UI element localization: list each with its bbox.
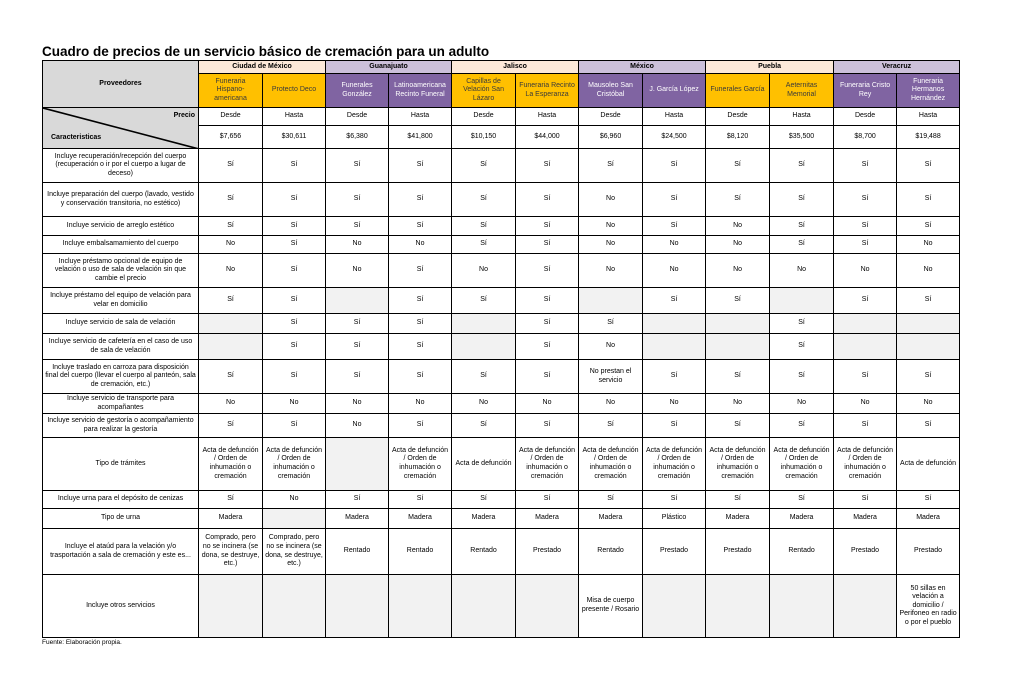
table-cell: Sí (452, 183, 516, 217)
table-cell: Sí (516, 414, 579, 438)
table-cell: Madera (834, 509, 897, 529)
row-label: Incluye servicio de sala de velación (43, 314, 199, 334)
table-cell: Sí (770, 334, 834, 360)
table-cell: Sí (452, 288, 516, 314)
state-header: Veracruz (834, 61, 960, 74)
table-row (43, 529, 960, 575)
table-cell: Sí (516, 149, 579, 183)
table-cell: Sí (897, 491, 960, 509)
row-label: Incluye otros servicios (43, 575, 199, 638)
table-cell: Sí (770, 183, 834, 217)
price-value: $30,611 (263, 126, 326, 149)
table-cell: Sí (770, 414, 834, 438)
price-range-label: Hasta (263, 108, 326, 126)
price-range-label: Hasta (389, 108, 452, 126)
table-cell: Sí (263, 236, 326, 254)
table-cell: Misa de cuerpo presente / Rosario (579, 575, 643, 638)
table-cell: Sí (516, 491, 579, 509)
table-cell: Acta de defunción / Orden de inhumación o cremación (389, 438, 452, 491)
table-cell: Sí (770, 360, 834, 394)
table-cell: Sí (897, 288, 960, 314)
table-row (43, 236, 960, 254)
table-cell: No (326, 394, 389, 414)
price-range-label: Hasta (643, 108, 706, 126)
table-cell: Sí (897, 414, 960, 438)
table-cell: Acta de defunción / Orden de inhumación o cremación (579, 438, 643, 491)
row-label: Incluye servicio de arreglo estético (43, 217, 199, 236)
row-label: Incluye préstamo opcional de equipo de velación o uso de sala de velación sin que cambie el precio (43, 254, 199, 288)
table-cell: No (770, 254, 834, 288)
table-cell: Sí (389, 149, 452, 183)
empty-cell (516, 575, 579, 638)
table-cell: No (579, 236, 643, 254)
empty-cell (770, 575, 834, 638)
table-cell: Madera (706, 509, 770, 529)
table-cell: Rentado (770, 529, 834, 575)
table-cell: Sí (897, 149, 960, 183)
table-cell: Sí (452, 414, 516, 438)
price-range-label: Hasta (516, 108, 579, 126)
provider-name: Funeraria Recinto La Esperanza (516, 74, 579, 108)
table-cell: Acta de defunción (897, 438, 960, 491)
row-label: Incluye servicio de transporte para acompañantes (43, 394, 199, 414)
table-cell: Sí (452, 491, 516, 509)
table-cell: Sí (579, 491, 643, 509)
state-header: México (579, 61, 706, 74)
row-label: Incluye embalsamamiento del cuerpo (43, 236, 199, 254)
table-cell: Sí (834, 288, 897, 314)
table-cell: Madera (579, 509, 643, 529)
state-header: Guanajuato (326, 61, 452, 74)
diagonal-header-cell (43, 108, 199, 149)
table-cell: No (897, 254, 960, 288)
table-cell: No (199, 394, 263, 414)
table-cell: Sí (516, 183, 579, 217)
row-label: Incluye servicio de gestoría o acompañamiento para realizar la gestoría (43, 414, 199, 438)
provider-name: Mausoleo San Cristóbal (579, 74, 643, 108)
table-cell: No (452, 394, 516, 414)
table-cell: Sí (770, 149, 834, 183)
table-cell: Sí (706, 149, 770, 183)
table-cell: Rentado (326, 529, 389, 575)
price-range-label: Hasta (770, 108, 834, 126)
table-cell: Sí (706, 491, 770, 509)
table-cell: Sí (263, 217, 326, 236)
empty-cell (326, 288, 389, 314)
table-cell: Prestado (516, 529, 579, 575)
table-cell: Sí (834, 149, 897, 183)
state-header: Ciudad de México (199, 61, 326, 74)
price-range-label: Desde (579, 108, 643, 126)
table-row (43, 509, 960, 529)
table-cell: No (643, 236, 706, 254)
table-row (43, 183, 960, 217)
table-cell: Sí (199, 414, 263, 438)
table-cell: Sí (897, 217, 960, 236)
empty-cell (326, 575, 389, 638)
table-cell: No (516, 394, 579, 414)
row-label: Incluye servicio de cafetería en el caso de uso de sala de velación (43, 334, 199, 360)
table-row (43, 314, 960, 334)
table-cell: Acta de defunción / Orden de inhumación o cremación (516, 438, 579, 491)
table-cell: No (579, 254, 643, 288)
caracteristicas-label: Caracteristicas (51, 134, 102, 142)
row-label: Incluye el ataúd para la velación y/o trasportación a sala de cremación y este es... (43, 529, 199, 575)
precio-label: Precio (173, 112, 195, 119)
table-cell: Acta de defunción / Orden de inhumación o cremación (834, 438, 897, 491)
table-cell: No (579, 334, 643, 360)
table-cell: Sí (389, 491, 452, 509)
table-cell: Sí (897, 360, 960, 394)
table-row (43, 575, 960, 638)
row-label: Incluye urna para el depósito de cenizas (43, 491, 199, 509)
empty-cell (706, 314, 770, 334)
empty-cell (834, 334, 897, 360)
price-value: $19,488 (897, 126, 960, 149)
table-cell: No (326, 414, 389, 438)
table-cell: No (706, 254, 770, 288)
provider-name: Capillas de Velación San Lázaro (452, 74, 516, 108)
table-cell: Sí (834, 491, 897, 509)
empty-cell (643, 334, 706, 360)
table-cell: Sí (706, 414, 770, 438)
table-row (43, 491, 960, 509)
provider-name: Funeraria Cristo Rey (834, 74, 897, 108)
provider-name: Funeraria Hispano-americana (199, 74, 263, 108)
empty-cell (452, 334, 516, 360)
table-cell: Sí (643, 183, 706, 217)
table-cell: Sí (516, 236, 579, 254)
table-cell: Madera (326, 509, 389, 529)
table-cell: Sí (263, 360, 326, 394)
table-cell: Plástico (643, 509, 706, 529)
table-cell: No (579, 394, 643, 414)
table-cell: Sí (199, 491, 263, 509)
table-cell: Sí (389, 288, 452, 314)
table-cell: Sí (579, 314, 643, 334)
table-cell: Sí (326, 217, 389, 236)
table-cell: Sí (326, 334, 389, 360)
table-cell: No (770, 394, 834, 414)
price-value: $10,150 (452, 126, 516, 149)
empty-cell (199, 314, 263, 334)
price-value: $7,656 (199, 126, 263, 149)
empty-cell (643, 575, 706, 638)
empty-cell (263, 575, 326, 638)
table-row (43, 217, 960, 236)
price-value: $41,800 (389, 126, 452, 149)
table-cell: Sí (770, 236, 834, 254)
table-cell: Sí (897, 183, 960, 217)
table-cell: Sí (326, 183, 389, 217)
price-range-label: Desde (199, 108, 263, 126)
table-cell: Sí (326, 149, 389, 183)
price-value: $6,380 (326, 126, 389, 149)
table-cell: Sí (834, 414, 897, 438)
table-cell: Sí (516, 254, 579, 288)
table-cell: Sí (770, 314, 834, 334)
provider-name: Funeraria Hermanos Hernández (897, 74, 960, 108)
table-cell: Sí (389, 414, 452, 438)
table-cell: No (897, 394, 960, 414)
provider-name: Protecto Deco (263, 74, 326, 108)
price-value: $6,960 (579, 126, 643, 149)
empty-cell (643, 314, 706, 334)
table-cell: Sí (770, 491, 834, 509)
table-cell: Acta de defunción / Orden de inhumación o cremación (770, 438, 834, 491)
table-cell: Sí (389, 360, 452, 394)
table-row (43, 254, 960, 288)
price-range-label: Hasta (897, 108, 960, 126)
row-label: Incluye recuperación/recepción del cuerpo (recuperación o ir por el cuerpo a lugar de deceso) (43, 149, 199, 183)
table-cell: Sí (516, 288, 579, 314)
table-cell: Sí (263, 149, 326, 183)
empty-cell (579, 288, 643, 314)
table-cell: Acta de defunción / Orden de inhumación o cremación (643, 438, 706, 491)
table-cell: No (389, 236, 452, 254)
empty-cell (706, 334, 770, 360)
table-cell: Sí (263, 183, 326, 217)
table-cell: Sí (199, 288, 263, 314)
table-cell: No (326, 236, 389, 254)
state-header-row (43, 61, 960, 74)
table-cell: Comprado, pero no se incinera (se dona, se destruye, etc.) (263, 529, 326, 575)
table-row (43, 149, 960, 183)
table-cell: Sí (452, 360, 516, 394)
source-footnote: Fuente: Elaboración propia. (42, 639, 122, 646)
state-header: Jalisco (452, 61, 579, 74)
table-cell: Sí (389, 334, 452, 360)
table-cell: Madera (389, 509, 452, 529)
price-comparison-table (42, 60, 960, 638)
table-cell: Sí (516, 360, 579, 394)
table-cell: Sí (389, 254, 452, 288)
table-cell: Sí (452, 149, 516, 183)
table-cell: Sí (706, 183, 770, 217)
table-cell: No (389, 394, 452, 414)
table-cell: Sí (199, 183, 263, 217)
table-cell: Madera (897, 509, 960, 529)
table-cell: Sí (643, 360, 706, 394)
table-cell: Acta de defunción / Orden de inhumación o cremación (706, 438, 770, 491)
table-cell: Rentado (579, 529, 643, 575)
empty-cell (199, 575, 263, 638)
table-cell: Prestado (643, 529, 706, 575)
table-cell: Sí (643, 217, 706, 236)
table-cell: Acta de defunción / Orden de inhumación o cremación (199, 438, 263, 491)
table-cell: Sí (516, 334, 579, 360)
table-cell: No (263, 394, 326, 414)
table-cell: Rentado (389, 529, 452, 575)
provider-name: J. García López (643, 74, 706, 108)
table-cell: No (199, 254, 263, 288)
price-value: $24,500 (643, 126, 706, 149)
table-cell: Sí (643, 149, 706, 183)
price-value: $35,500 (770, 126, 834, 149)
table-cell: Sí (199, 149, 263, 183)
table-cell: No (579, 217, 643, 236)
table-cell: Sí (199, 217, 263, 236)
table-cell: Sí (326, 314, 389, 334)
price-value: $44,000 (516, 126, 579, 149)
table-row (43, 394, 960, 414)
row-label: Tipo de urna (43, 509, 199, 529)
table-cell: Madera (199, 509, 263, 529)
table-row (43, 288, 960, 314)
empty-cell (263, 509, 326, 529)
table-cell: Sí (452, 236, 516, 254)
table-cell: Sí (834, 217, 897, 236)
table-cell: Sí (263, 254, 326, 288)
table-cell: Sí (706, 288, 770, 314)
row-label: Tipo de trámites (43, 438, 199, 491)
table-cell: Sí (263, 288, 326, 314)
table-cell: Sí (389, 183, 452, 217)
empty-cell (199, 334, 263, 360)
row-label: Incluye préstamo del equipo de velación para velar en domicilio (43, 288, 199, 314)
row-label: Incluye preparación del cuerpo (lavado, vestido y conservación transitoria, no estético) (43, 183, 199, 217)
table-cell: Sí (263, 414, 326, 438)
table-cell: Sí (770, 217, 834, 236)
table-cell: Sí (326, 491, 389, 509)
table-cell: No (326, 254, 389, 288)
provider-name: Funerales García (706, 74, 770, 108)
price-range-row (43, 108, 960, 126)
table-cell: No (834, 394, 897, 414)
table-cell: Prestado (706, 529, 770, 575)
table-cell: Madera (452, 509, 516, 529)
table-cell: Sí (452, 217, 516, 236)
table-row (43, 360, 960, 394)
table-cell: Sí (706, 360, 770, 394)
table-title: Cuadro de precios de un servicio básico de cremación para un adulto (42, 44, 490, 59)
table-cell: No (452, 254, 516, 288)
price-range-label: Desde (834, 108, 897, 126)
empty-cell (897, 334, 960, 360)
table-cell: No (706, 394, 770, 414)
table-cell: Comprado, pero no se incinera (se dona, se destruye, etc.) (199, 529, 263, 575)
table-cell: Sí (389, 217, 452, 236)
empty-cell (326, 438, 389, 491)
table-cell: Sí (579, 414, 643, 438)
table-row (43, 334, 960, 360)
table-cell: Sí (263, 314, 326, 334)
table-cell: Rentado (452, 529, 516, 575)
price-range-label: Desde (706, 108, 770, 126)
row-label: Incluye traslado en carroza para disposición final del cuerpo (llevar el cuerpo al panteón, sala de cremación, etc.) (43, 360, 199, 394)
price-value: $8,700 (834, 126, 897, 149)
price-range-label: Desde (452, 108, 516, 126)
table-cell: Sí (199, 360, 263, 394)
provider-name: Funerales González (326, 74, 389, 108)
empty-cell (897, 314, 960, 334)
empty-cell (834, 575, 897, 638)
table-cell: Sí (643, 491, 706, 509)
table-cell: Sí (834, 183, 897, 217)
table-cell: Sí (516, 217, 579, 236)
table-cell: Madera (770, 509, 834, 529)
table-cell: Sí (643, 414, 706, 438)
table-cell: Sí (516, 314, 579, 334)
table-row (43, 438, 960, 491)
empty-cell (770, 288, 834, 314)
table-cell: Madera (516, 509, 579, 529)
price-range-label: Desde (326, 108, 389, 126)
table-cell: Sí (263, 334, 326, 360)
table-cell: Sí (389, 314, 452, 334)
table-cell: Prestado (834, 529, 897, 575)
table-cell: No prestan el servicio (579, 360, 643, 394)
table-cell: No (706, 217, 770, 236)
empty-cell (389, 575, 452, 638)
table-cell: Sí (326, 360, 389, 394)
empty-cell (452, 575, 516, 638)
table-cell: 50 sillas en velación a domicilio / Perifoneo en radio o por el pueblo (897, 575, 960, 638)
table-row (43, 414, 960, 438)
table-cell: No (643, 394, 706, 414)
table-cell: Sí (579, 149, 643, 183)
providers-header: Proveedores (43, 61, 199, 108)
table-cell: Prestado (897, 529, 960, 575)
table-cell: No (263, 491, 326, 509)
table-cell: No (199, 236, 263, 254)
empty-cell (834, 314, 897, 334)
price-value: $8,120 (706, 126, 770, 149)
state-header: Puebla (706, 61, 834, 74)
table-cell: Sí (643, 288, 706, 314)
table-cell: No (579, 183, 643, 217)
table-cell: No (897, 236, 960, 254)
table-cell: No (643, 254, 706, 288)
table-cell: Acta de defunción / Orden de inhumación o cremación (263, 438, 326, 491)
empty-cell (452, 314, 516, 334)
table-cell: No (834, 254, 897, 288)
provider-name: Aeternitas Memorial (770, 74, 834, 108)
table-cell: No (706, 236, 770, 254)
provider-name: Latinoamericana Recinto Funeral (389, 74, 452, 108)
table-cell: Sí (834, 236, 897, 254)
table-cell: Sí (834, 360, 897, 394)
table-cell: Acta de defunción (452, 438, 516, 491)
empty-cell (706, 575, 770, 638)
